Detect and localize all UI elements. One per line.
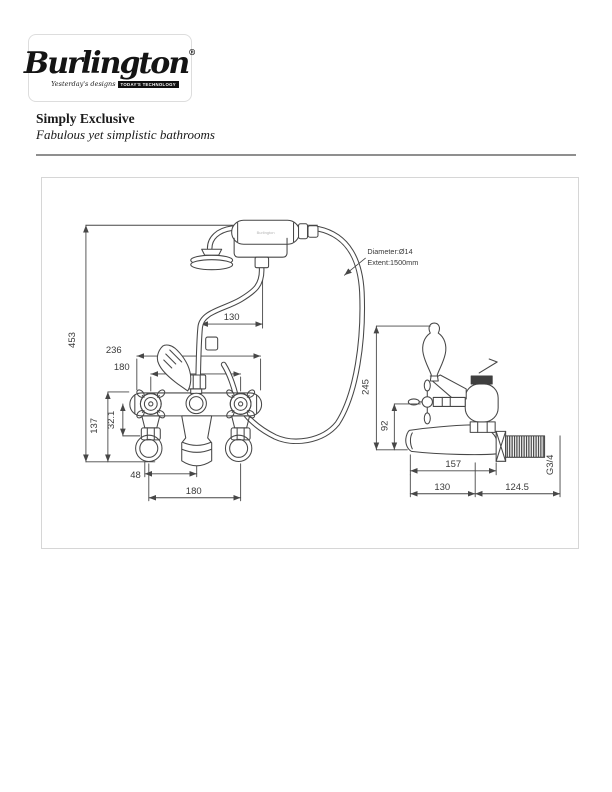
registered-mark: ® [188,47,197,57]
union-nut [470,422,495,432]
label-453: 453 [66,332,78,348]
hose-note-line2: Extent:1500mm [367,258,419,268]
diverter-flag [479,359,497,373]
tagline-script: Yesterday's designs [51,80,116,88]
header-divider [36,154,576,156]
label-130-side: 130 [434,481,451,493]
handset-brand-text: Burlington [256,230,275,236]
hose-note-line1: Diameter:Ø14 [367,247,413,257]
label-92: 92 [379,420,391,432]
dimension-labels [67,230,556,497]
label-157: 157 [445,458,462,470]
mixer-side-view [406,323,545,461]
threaded-connector [506,436,545,457]
tagline-badge: TODAY'S TECHNOLOGY [118,81,179,88]
page-subtitle: Fabulous yet simplistic bathrooms [36,127,215,142]
bath-spout-front [182,416,212,466]
label-180-top: 180 [113,361,130,373]
valve-body-side [465,384,498,422]
handset [191,220,318,269]
right-inlet-leg [225,416,251,462]
diverter-lever [157,345,190,391]
label-137: 137 [88,417,100,434]
technical-drawing [42,178,578,548]
label-130-front: 130 [223,312,240,324]
label-124-5: 124.5 [505,481,529,493]
label-245: 245 [360,379,372,395]
label-236: 236 [105,345,122,357]
label-32-1: 32.1 [105,410,117,430]
left-inlet-leg [136,416,162,462]
brand-name: Burlington [23,46,189,81]
diverter-knob [471,376,492,384]
page-title: Simply Exclusive [36,111,135,126]
label-180-bottom: 180 [185,485,202,497]
brand-logo [23,34,197,102]
handle-spindle [433,397,465,406]
drawing-frame [41,177,579,549]
brand-wordmark [24,48,196,79]
line-art [86,220,560,500]
hose-outlet-tail [496,431,544,461]
brand-tagline [51,80,179,88]
hose-retainer-clip [206,337,218,350]
label-thread-g34: G3/4 [545,454,557,476]
cross-handle-side [408,380,432,424]
label-48: 48 [130,469,141,481]
porcelain-lever-side [423,323,446,381]
